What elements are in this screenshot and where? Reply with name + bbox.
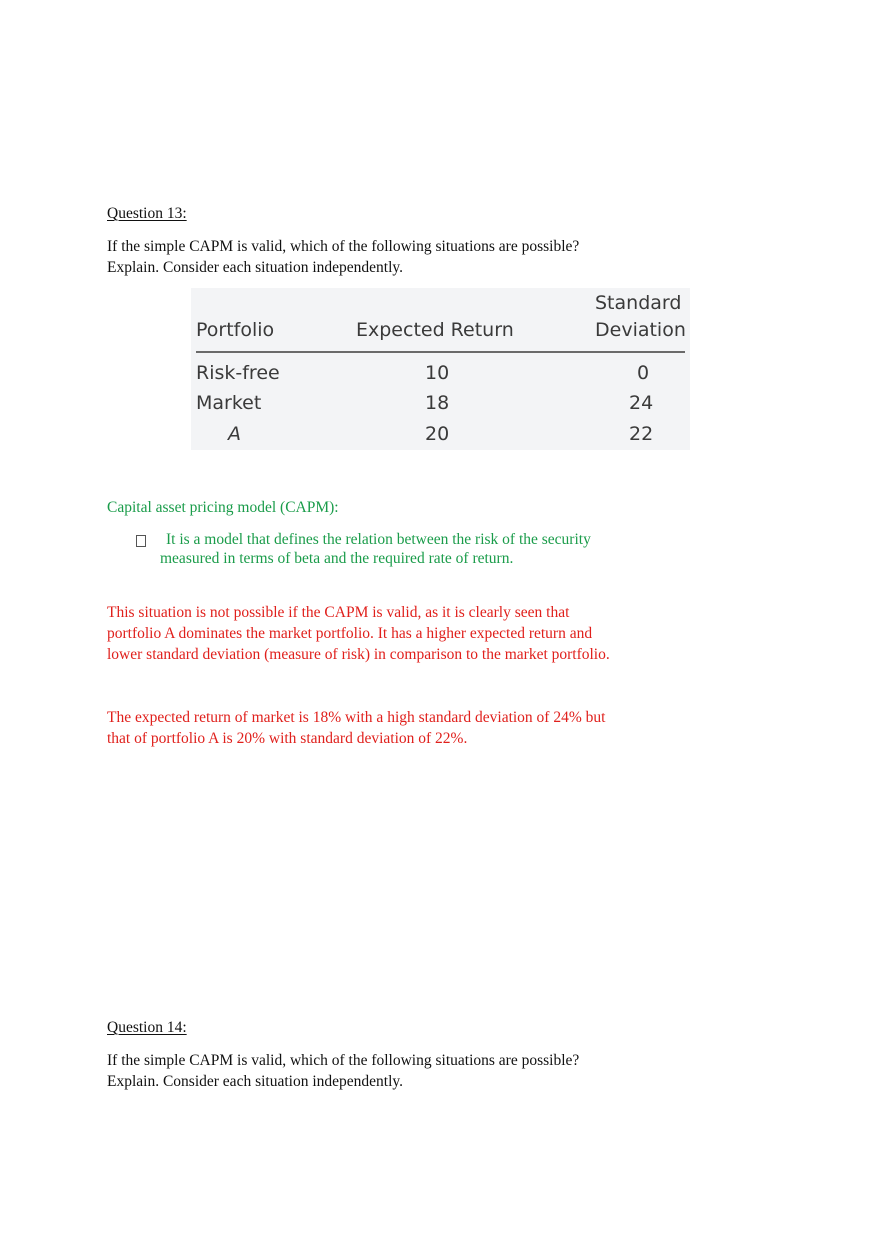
header-expected-return: Expected Return [356, 319, 514, 341]
capm-bullet-line-2: measured in terms of beta and the required rate of return. [160, 550, 514, 567]
header-std-dev-line-1: Standard [595, 292, 682, 314]
row-market-portfolio: Market [196, 392, 262, 414]
question-14-text-line-1: If the simple CAPM is valid, which of the following situations are possible? [107, 1052, 580, 1069]
answer-p2-line-1: The expected return of market is 18% with a high standard deviation of 24% but [107, 709, 606, 726]
question-14-heading: Question 14: [107, 1019, 187, 1036]
row-a-portfolio: A [228, 423, 241, 445]
header-std-dev-line-2: Deviation [595, 319, 686, 341]
row-a-expected-return: 20 [425, 423, 450, 445]
header-rule [196, 351, 685, 353]
answer-p1-line-1: This situation is not possible if the CAPM is valid, as it is clearly seen that [107, 604, 570, 621]
question-13-text-line-2: Explain. Consider each situation independently. [107, 259, 404, 276]
answer-p1-line-2: portfolio A dominates the market portfolio. It has a higher expected return and [107, 625, 593, 642]
question-14-text-line-2: Explain. Consider each situation independently. [107, 1073, 404, 1090]
capm-title: Capital asset pricing model (CAPM): [107, 499, 339, 516]
capm-bullet-line-1: It is a model that defines the relation between the risk of the security [166, 531, 591, 548]
answer-p1-line-3: lower standard deviation (measure of risk) in comparison to the market portfolio. [107, 646, 610, 663]
row-riskfree-expected-return: 10 [425, 362, 450, 384]
bullet-icon [136, 533, 146, 551]
row-market-std-dev: 24 [629, 392, 654, 414]
row-riskfree-std-dev: 0 [637, 362, 650, 384]
portfolio-table [191, 288, 690, 450]
row-market-expected-return: 18 [425, 392, 450, 414]
question-13-heading: Question 13: [107, 205, 187, 222]
header-portfolio: Portfolio [196, 319, 275, 341]
question-13-text-line-1: If the simple CAPM is valid, which of the following situations are possible? [107, 238, 580, 255]
row-a-std-dev: 22 [629, 423, 654, 445]
answer-p2-line-2: that of portfolio A is 20% with standard deviation of 22%. [107, 730, 468, 747]
row-riskfree-portfolio: Risk-free [196, 362, 280, 384]
